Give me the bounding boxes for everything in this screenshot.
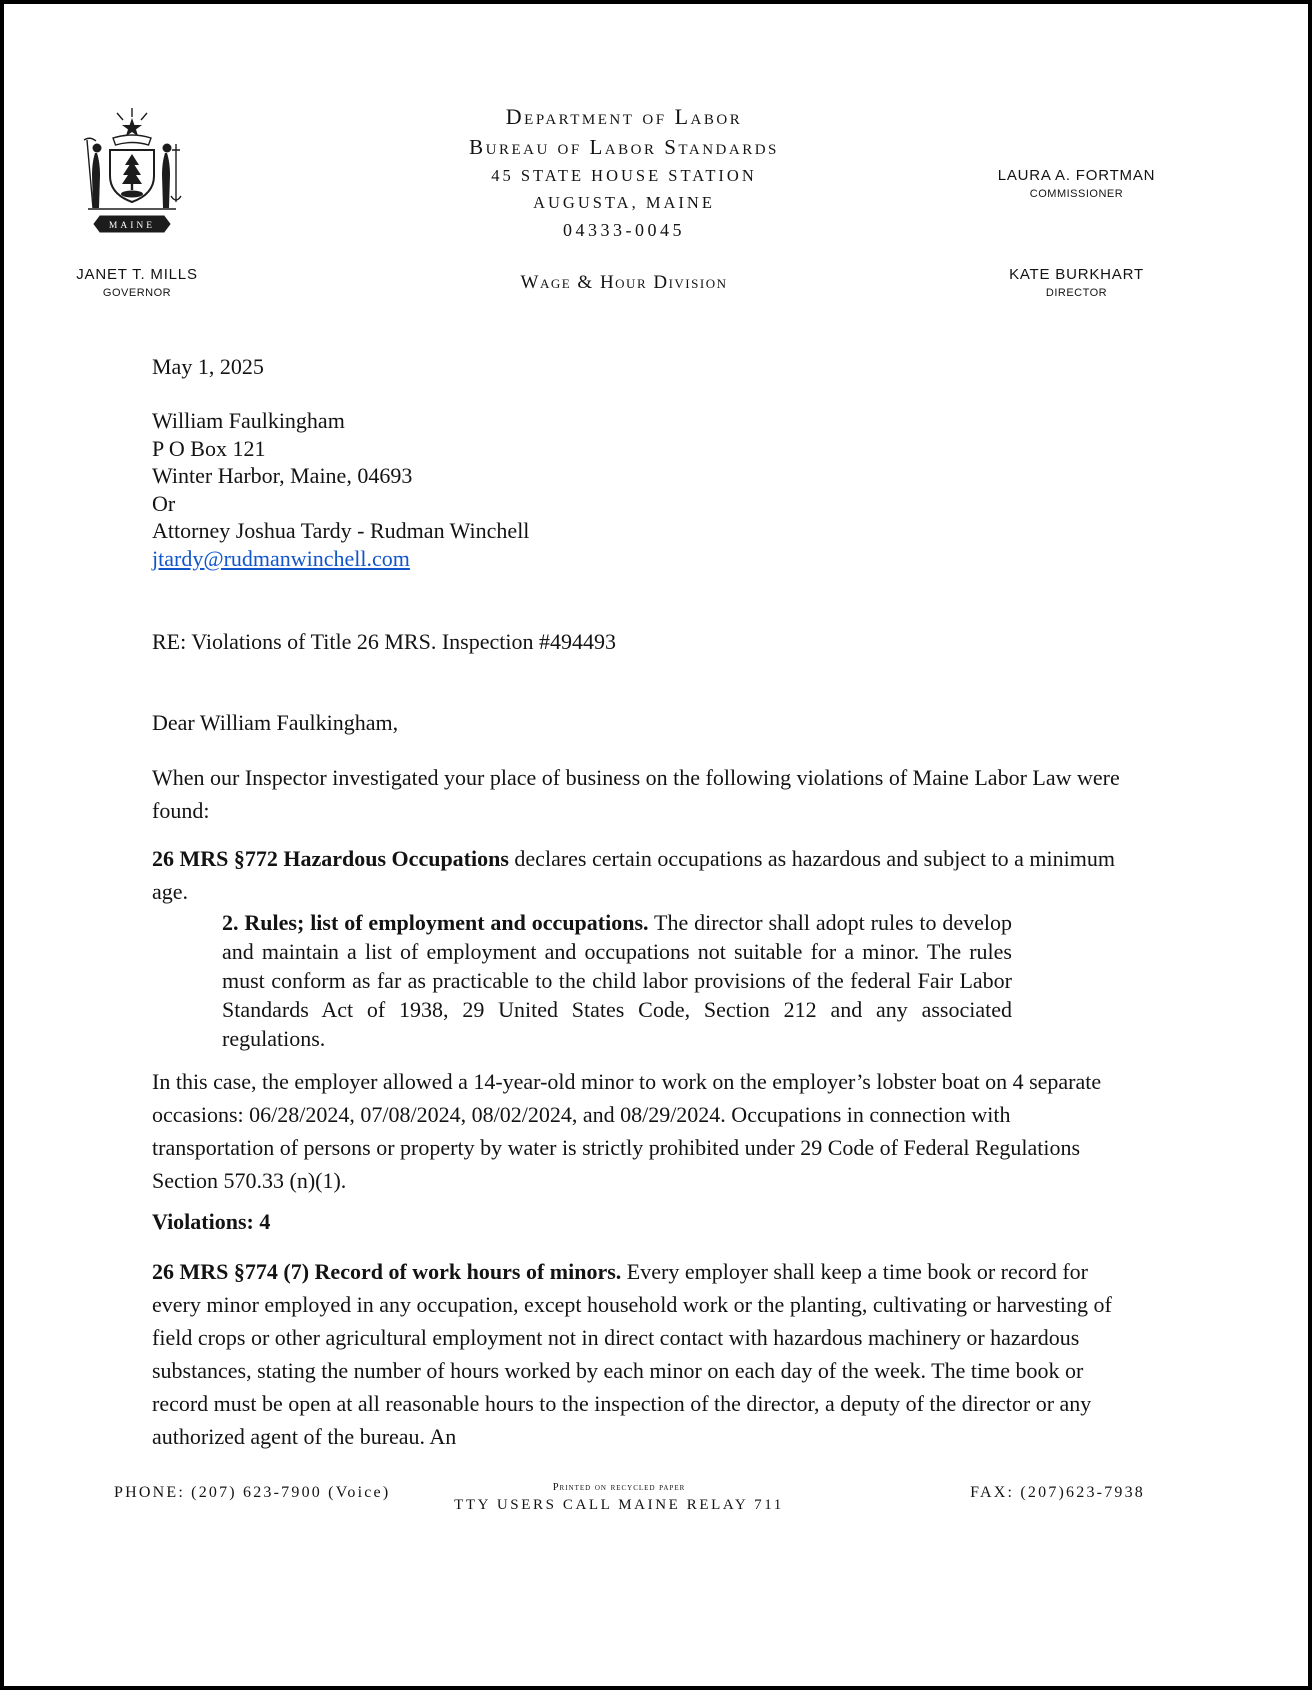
salutation: Dear William Faulkingham, (152, 710, 399, 735)
recipient-line: William Faulkingham (152, 408, 345, 433)
rules-subsection-body: The director shall adopt rules to develop and maintain a list of employment and occupations not suitable for a minor. The rules must conform as far as practicable to the child labor provisions of the federal Fair Labor Standards Act of 1938, 29 United States Code, Section 212 and any associated regulations. (222, 910, 1012, 1051)
director-block (989, 266, 1164, 299)
governor-title: GOVERNOR (102, 287, 172, 299)
statute-774-heading: 26 MRS §774 (7) Record of work hours of minors. (152, 1259, 622, 1284)
rules-subsection-paragraph (222, 908, 1012, 1053)
department-name: Department of Labor (505, 104, 743, 129)
recipient-line: Attorney Joshua Tardy - Rudman Winchell (152, 518, 530, 543)
recipient-line: P O Box 121 (152, 435, 266, 461)
address-line-1: 45 STATE HOUSE STATION (491, 166, 757, 185)
seal-maine-text: MAINE (108, 221, 156, 231)
recipient-address (152, 407, 1308, 572)
recycled-paper-note: Printed on recycled paper (552, 1482, 686, 1493)
statute-772-heading: 26 MRS §772 Hazardous Occupations (152, 846, 509, 871)
letter-body (4, 304, 1308, 1453)
statute-772-body: declares certain occupations as hazardous and subject to a minimum age. (152, 846, 1115, 904)
case-details-paragraph (152, 1065, 1137, 1197)
commissioner-name: LAURA A. FORTMAN (997, 167, 1156, 184)
address-line-2: AUGUSTA, MAINE (533, 193, 715, 212)
commissioner-block (989, 167, 1164, 200)
bureau-name: Bureau of Labor Standards (469, 135, 779, 159)
division-name: Wage & Hour Division (520, 272, 728, 293)
recipient-email-link[interactable]: jtardy@rudmanwinchell.com (152, 545, 410, 571)
fax-number: FAX: (207)623-7938 (970, 1484, 1145, 1501)
rules-subsection-heading: 2. Rules; list of employment and occupations. (222, 910, 649, 935)
commissioner-title: COMMISSIONER (1029, 188, 1124, 200)
violations-count-line: Violations: 4 (152, 1209, 271, 1234)
recipient-line: Or (152, 490, 176, 516)
letterhead (4, 4, 1308, 304)
address-line-3: 04333-0045 (563, 220, 685, 240)
re-line: RE: Violations of Title 26 MRS. Inspection #494493 (152, 629, 616, 654)
phone-number: PHONE: (207) 623-7900 (Voice) (114, 1484, 391, 1501)
statute-774-paragraph (152, 1255, 1137, 1453)
intro-text: When our Inspector investigated your place of business on the following violations of Maine Labor Law were found: (152, 765, 1120, 823)
case-details-text: In this case, the employer allowed a 14-year-old minor to work on the employer’s lobster boat on 4 separate occasions: 06/28/2024, 07/08/2024, 08/02/2024, and 08/29/2024. Occupations in connection with transportation of persons or property by water is strictly prohibited under 29 Code of Federal Regulations Section 570.33 (n)(1). (152, 1069, 1102, 1193)
governor-name: JANET T. MILLS (76, 266, 198, 283)
statute-772-paragraph (152, 842, 1137, 908)
date-line: May 1, 2025 (152, 354, 264, 379)
recipient-line: Winter Harbor, Maine, 04693 (152, 463, 413, 488)
director-name: KATE BURKHART (1009, 266, 1144, 283)
director-title: DIRECTOR (1045, 287, 1108, 299)
intro-paragraph (152, 761, 1137, 827)
statute-774-body: Every employer shall keep a time book or record for every minor employed in any occupation, except household work or the planting, cultivating or harvesting of field crops or other agricultural employment not in direct contact with hazardous machinery or hazardous substances, stating the number of hours worked by each minor on each day of the week. The time book or record must be open at all reasonable hours to the inspection of the director, a deputy of the director or any authorized agent of the bureau. An (152, 1259, 1112, 1449)
tty-relay-note: TTY USERS CALL MAINE RELAY 711 (454, 1497, 784, 1513)
